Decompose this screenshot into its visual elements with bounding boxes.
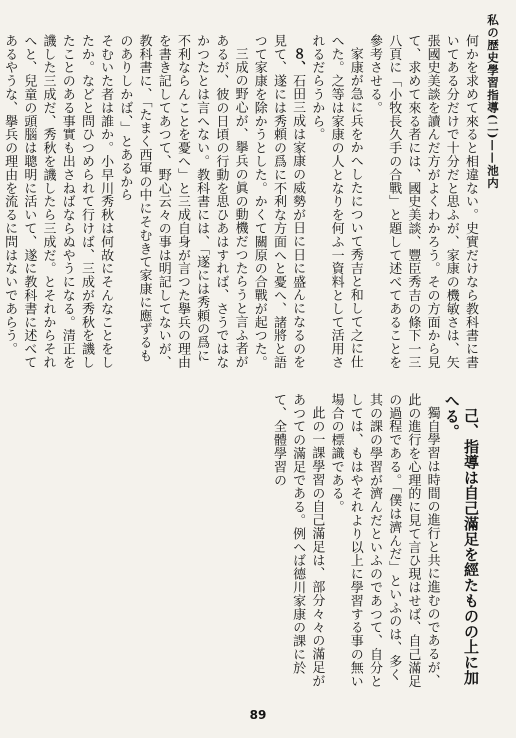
upper-text-block <box>2 34 480 370</box>
paragraph: 何かを求めて來ると相違ない。史實だけなら教科書に書いてある分だけで十分だと思ふが、家康の機敏さは、矢張國史美談を讀んだ方がよくわかろう。その方面から見て、求めて來る者には、國史美談、豐臣秀吉の條下一三八頁に「小牧長久手の合戰」と題して述べてあることを參考させる。 <box>366 34 478 369</box>
paragraph: 三成の野心が、擧兵の眞の動機だつたらうと言ふ者があるが、彼の日頃の行動を思ひあはすれば、さうではなかつたとは言へない。教科書には、「遂には秀頼の爲に不利ならんことを憂へ」と三成自身が言つた擧兵の理由を書き記してあつて、野心云々の事は明記してないが、教科書に、「たまく西軍の中にそむきて家康に應ずるものありしかば、」とあるから <box>117 34 248 369</box>
item-text: 石田三成は家康の威勢が日に日に盛んになるのを見て、遂には秀頼の爲に不利な方面へと憂へ、諸將と語つて家康を除かうとした。かくて關原の合戰が起つた。 <box>251 34 306 369</box>
paragraph: 家康が急に兵をかへしたについて秀吉と和して之に仕へた。之等は家康の人となりを何ふ一資料として活用されるだらうから。 <box>309 34 363 369</box>
numbered-item <box>250 34 308 370</box>
paragraph: 獨自學習は時間の進行と共に進むのであるが、此の進行を心理的に見て言ひ現はせば、自己滿足の過程である。「僕は濟んだ」といふのは、多く其の課の學習が濟んだといふのであつて、自分としては、もはやそれより以上に學習する事の無い場合の標識である。 <box>328 393 440 688</box>
paragraph: そむいた者は誰か。小早川秀秋は何故にそんなことをしたか。などと問ひつめられて行けば、三成が秀秋を譏したことのある事實も出さねばならぬやうになる。清正を譏した三成だ、秀秋を譏したら三成だ。とそれからそれへと、兒童の頭腦は聰明に活いて、遂に教科書に述べてあるやうな、擧兵の理由を流るに問はないであらう。 <box>2 34 114 369</box>
page-number: 89 <box>249 708 267 722</box>
running-head: 私の歴史學習指導(二)——池内 <box>486 14 500 190</box>
lower-text-block <box>12 393 480 693</box>
paragraph: 此の一課學習の自己滿足は、部分々々の滿足があつての滿足である。例へば德川家康の課に於て、全體學習の <box>270 393 325 688</box>
section-heading: 己、指導は自己滿足を經たものの上に加へる。 <box>442 393 480 686</box>
item-number: ８、 <box>290 47 306 74</box>
